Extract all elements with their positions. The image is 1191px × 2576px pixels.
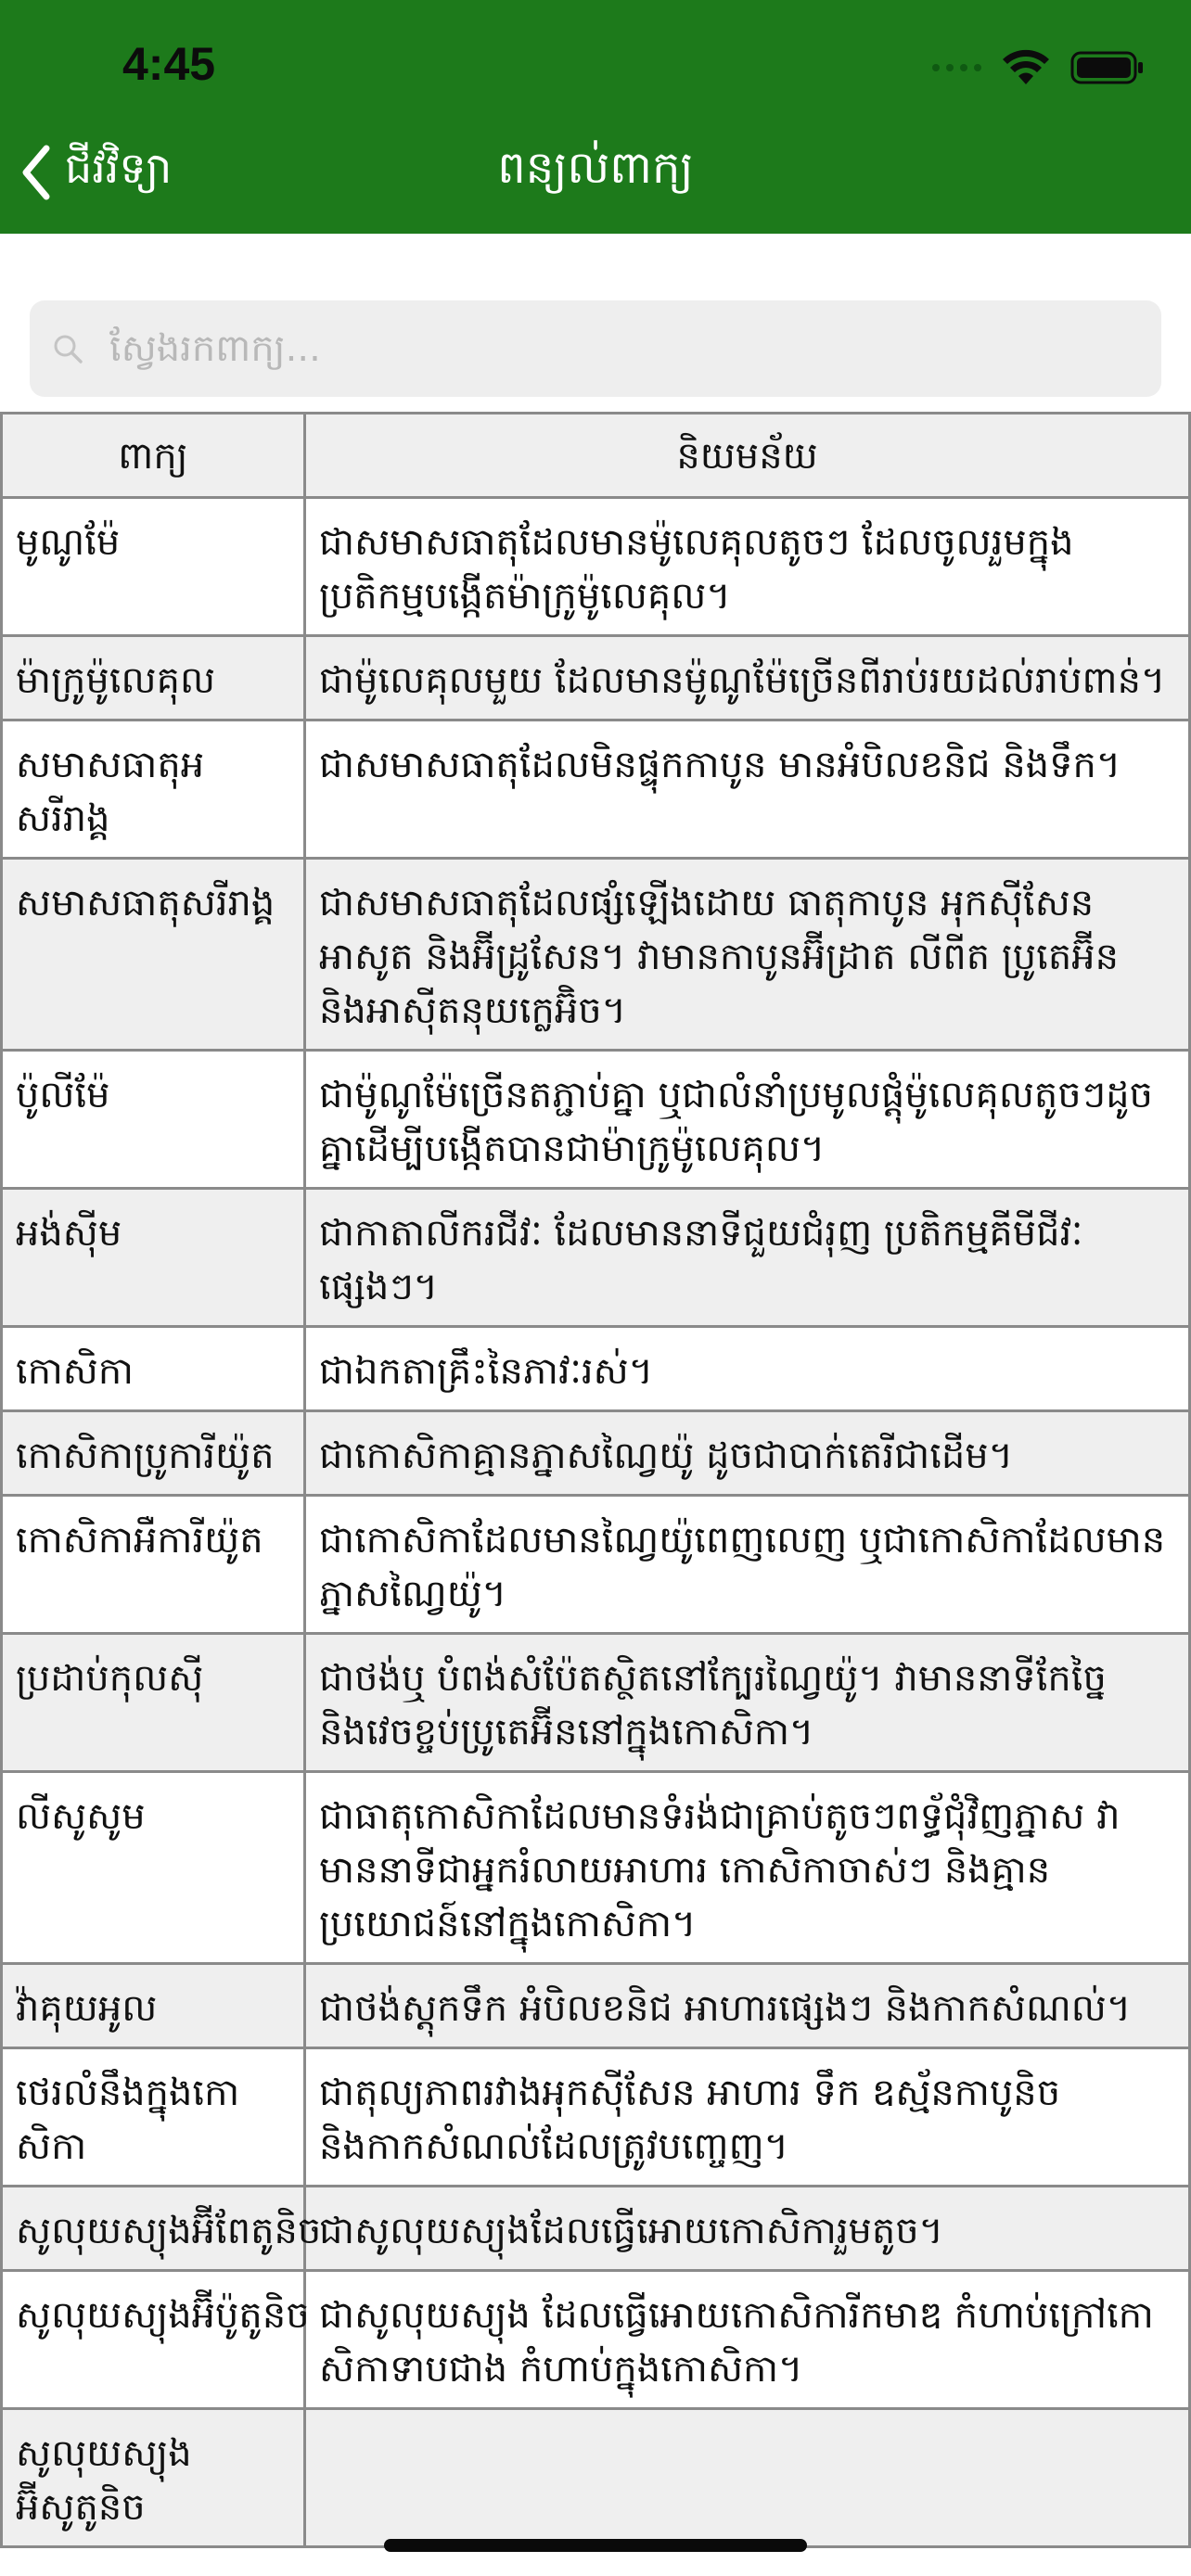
term-cell: ថេរលំនឹងក្នុងកោសិកា [0,2049,306,2185]
definition-cell: ជាសូលុយស្យុង ដែលធ្វើអោយកោសិការីកមាឌ កំហាប់ក្រៅកោសិកាទាបជាង កំហាប់ក្នុងកោសិកា។ [306,2272,1191,2407]
term-cell: សូលុយស្យុងអ៊ីសូតូនិច [0,2410,306,2545]
glossary-table [0,412,1191,2548]
term-cell: សមាសធាតុអសរីរាង្គ [0,721,306,857]
table-row[interactable] [0,637,1191,721]
cellular-signal-icon [932,64,981,71]
table-row[interactable] [0,2272,1191,2410]
status-icons [932,46,1145,89]
column-header-term: ពាក្យ [0,414,306,496]
table-row[interactable] [0,1190,1191,1328]
table-row[interactable] [0,1412,1191,1497]
definition-cell: ជាសមាសធាតុដែលមិនផ្ទុកកាបូន មានអំបិលខនិជ និងទឹក។ [306,721,1191,857]
table-row[interactable] [0,1052,1191,1190]
search-input[interactable] [108,326,1113,371]
term-cell: ម៉ាក្រូម៉ូលេគុល [0,637,306,719]
definition-cell: ជាម៉ូលេគុលមួយ ដែលមានម៉ូណូម៉ែច្រើនពីរាប់រយដល់រាប់ពាន់។ [306,637,1191,719]
term-cell: លីសូសូម [0,1773,306,1962]
search-bar[interactable] [30,300,1161,397]
table-row[interactable] [0,1497,1191,1635]
definition-cell: ជាថង់ឬ បំពង់សំប៉ែតស្ថិតនៅក្បែរណ្វៃយ៉ូ។ វាមាននាទីកែច្នៃ និងវេចខ្ចប់ប្រូតេអ៊ីននៅក្នុងកោសិកា។ [306,1635,1191,1770]
term-cell: សូលុយស្យុងអ៊ីប៉ូតូនិច [0,2272,306,2407]
table-row[interactable] [0,2187,1191,2272]
definition-cell: ជាធាតុកោសិកាដែលមានទំរង់ជាគ្រាប់តូចៗពទ្ធ័ជុំវិញភ្នាស វាមាននាទីជាអ្នករំលាយអាហារ កោសិកាចាស់ៗ និងគ្មានប្រយោជន៍នៅក្នុងកោសិកា។ [306,1773,1191,1962]
term-cell: សូលុយស្យុងអ៊ីពែតូនិច [0,2187,306,2269]
table-row[interactable] [0,1773,1191,1965]
navigation-header [0,0,1191,234]
definition-cell: ជាឯកតាគ្រឹះនៃភាវៈរស់។ [306,1328,1191,1409]
table-row[interactable] [0,860,1191,1052]
home-indicator [384,2539,807,2552]
term-cell: កោសិកា [0,1328,306,1409]
term-cell: អង់ស៊ីម [0,1190,306,1325]
definition-cell: ជាសូលុយស្យុងដែលធ្វើអោយកោសិការួមតូច។ [306,2187,1191,2269]
table-row[interactable] [0,2049,1191,2187]
table-row[interactable] [0,2410,1191,2548]
definition-cell: ជាម៉ូណូម៉ែច្រើនតភ្ជាប់គ្នា ឬជាលំនាំប្រមូលផ្តុំម៉ូលេគុលតូចៗដូចគ្នាដើម្បីបង្កើតបានជាម៉ាក្រូម៉ូលេគុល។ [306,1052,1191,1187]
term-cell: សមាសធាតុសរីរាង្គ [0,860,306,1049]
table-row[interactable] [0,1965,1191,2049]
table-body [0,499,1191,2548]
term-cell: វ៉ាគុយអូល [0,1965,306,2047]
table-row[interactable] [0,499,1191,637]
definition-cell [306,2410,1191,2545]
status-time: 4:45 [122,38,216,90]
wifi-icon [1002,49,1050,86]
definition-cell: ជាកោសិកាគ្មានភ្នាសណ្វៃយ៉ូ ដូចជាបាក់តេរីជាដើម។ [306,1412,1191,1494]
definition-cell: ជាតុល្យភាពរវាងអុកស៊ីសែន អាហារ ទឹក ឧស្ម័នកាបូនិច និងកាកសំណល់ដែលត្រូវបញ្ចេញ។ [306,2049,1191,2185]
table-row[interactable] [0,1328,1191,1412]
term-cell: ប៉ូលីម៉ែ [0,1052,306,1187]
search-icon [52,333,83,364]
definition-cell: ជាសមាសធាតុដែលមានម៉ូលេគុលតូចៗ ដែលចូលរួមក្នុងប្រតិកម្មបង្កើតម៉ាក្រូម៉ូលេគុល។ [306,499,1191,634]
term-cell: មូណូម៉ែ [0,499,306,634]
definition-cell: ជាកាតាលីករជីវៈ ដែលមាននាទីជួយជំរុញ ប្រតិកម្មគីមីជីវៈផ្សេងៗ។ [306,1190,1191,1325]
definition-cell: ជាកោសិកាដែលមានណ្វៃយ៉ូពេញលេញ ឬជាកោសិកាដែលមានភ្នាសណ្វៃយ៉ូ។ [306,1497,1191,1632]
column-header-definition: និយមន័យ [306,414,1191,496]
battery-icon [1070,49,1145,86]
back-button-label: ជីវវិទ្យា [65,142,173,193]
table-row[interactable] [0,1635,1191,1773]
definition-cell: ជាសមាសធាតុដែលផ្សំឡើងដោយ ធាតុកាបូន អុកស៊ីសែន អាសូត និងអ៊ីដ្រូសែន។ វាមានកាបូនអ៊ីដ្រាត លីពីត ប្រូតេអ៊ីន និងអាស៊ីតនុយក្លេអ៊ិច។ [306,860,1191,1049]
table-header-row [0,414,1191,499]
page-title: ពន្យល់ពាក្យ [497,142,694,194]
table-row[interactable] [0,721,1191,860]
term-cell: ប្រដាប់កុលស៊ី [0,1635,306,1770]
definition-cell: ជាថង់ស្តុកទឹក អំបិលខនិជ អាហារផ្សេងៗ និងកាកសំណល់។ [306,1965,1191,2047]
term-cell: កោសិកាប្រូការីយ៉ូត [0,1412,306,1494]
term-cell: កោសិកាអឺការីយ៉ូត [0,1497,306,1632]
